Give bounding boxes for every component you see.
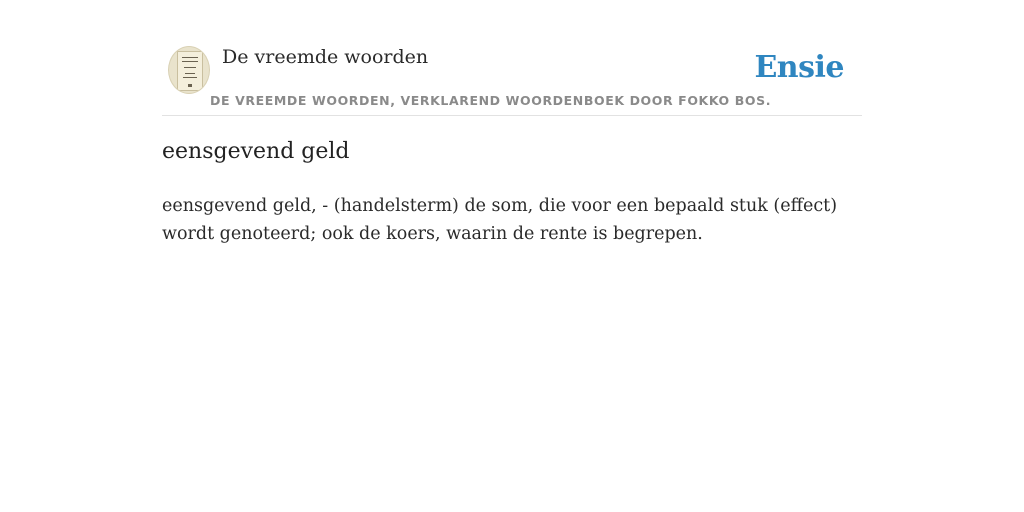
entry-definition: eensgevend geld, - (handelsterm) de som, die voor een bepaald stuk (effect) wordt genoteerd; ook de koers, waarin de rente is begrepen. [162,196,838,244]
brand-logo-link[interactable]: Ensie [754,50,844,85]
source-header [162,40,862,116]
site-subtitle: DE VREEMDE WOORDEN, VERKLAREND WOORDENBOEK DOOR FOKKO BOS. [210,93,772,108]
book-cover-paper [177,51,203,91]
site-title[interactable]: De vreemde woorden [222,46,429,68]
entry-title: eensgevend geld [162,139,350,164]
book-cover-icon[interactable] [168,46,210,94]
